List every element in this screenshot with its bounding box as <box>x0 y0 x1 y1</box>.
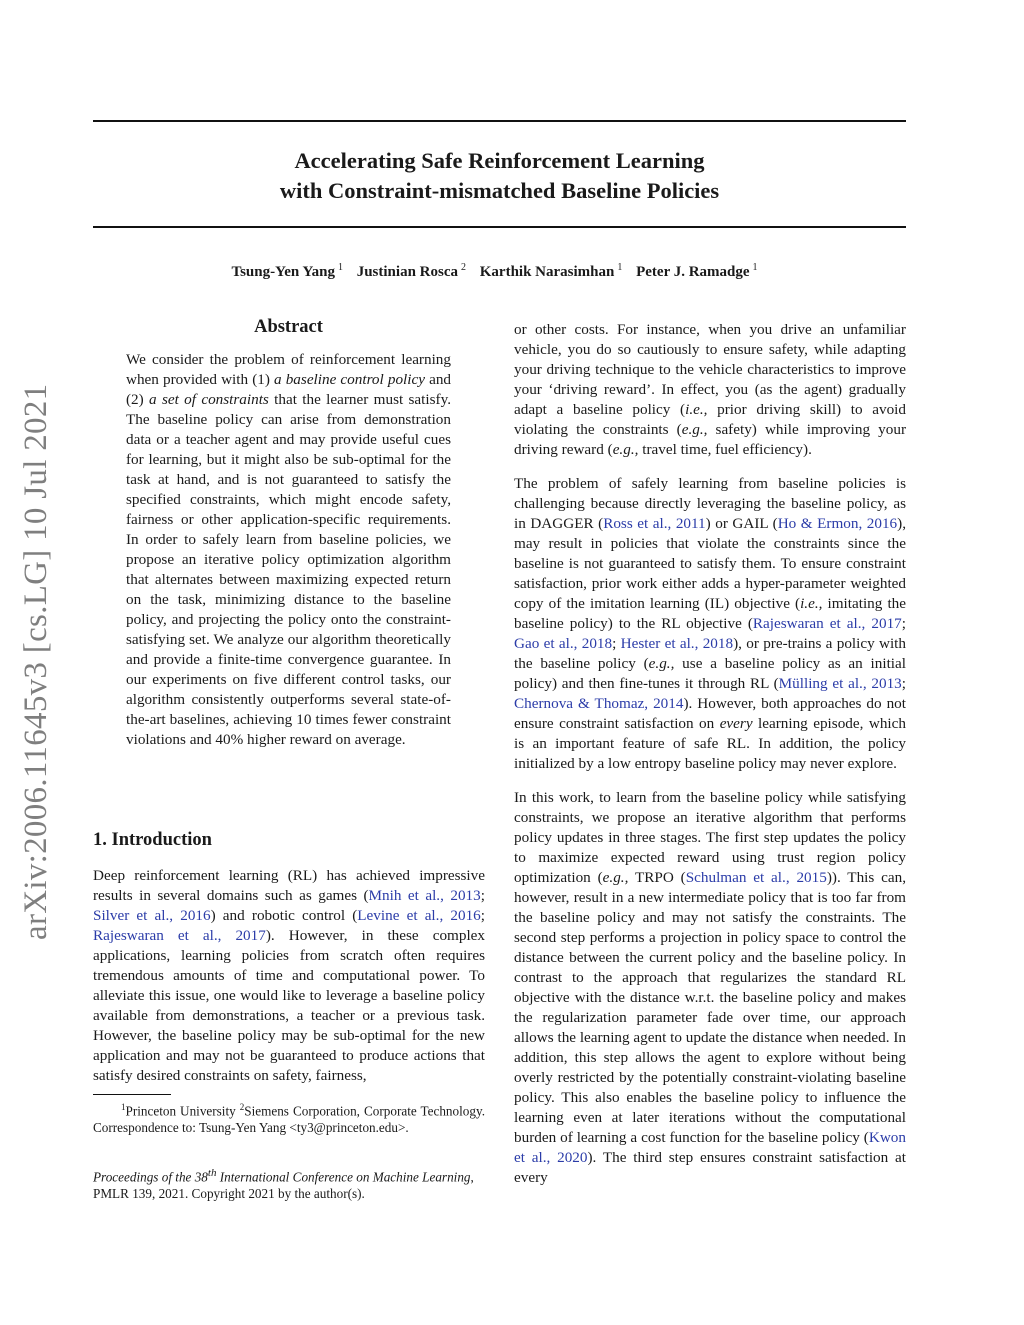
italic-text: a set of constraints <box>149 391 269 408</box>
aff1-mark: 1 <box>121 1102 126 1112</box>
citation-link[interactable]: Schulman et al., 2015 <box>685 869 827 886</box>
text-run: prior driving skill) to avoid violating the constraints ( <box>514 401 906 438</box>
footnote-rule <box>93 1094 171 1095</box>
citation-link[interactable]: Silver et al., 2016 <box>93 907 211 924</box>
author-affiliation-mark: 2 <box>461 262 466 273</box>
title-line-1: Accelerating Safe Reinforcement Learning <box>294 148 705 173</box>
author-name: Tsung-Yen Yang <box>231 264 335 280</box>
author-name: Justinian Rosca <box>356 264 458 280</box>
paper-title <box>93 146 906 206</box>
italic-text: e.g., <box>602 869 629 886</box>
text-run: use a baseline policy as an initial policy) and then fine-tunes it through RL ( <box>514 655 906 692</box>
text-run: ) and robotic control ( <box>210 907 358 924</box>
text-run: ; <box>480 887 485 904</box>
text-run: and (2) <box>126 371 452 408</box>
footnote-affiliations <box>93 1099 485 1136</box>
italic-text: i.e., <box>685 401 708 418</box>
intro-paragraph-3 <box>514 474 906 774</box>
text-run: TRPO ( <box>628 869 686 886</box>
italic-text: e.g., <box>612 441 639 458</box>
proceedings-note <box>93 1165 485 1202</box>
title-bottom-rule <box>93 226 906 228</box>
text-run: that the learner must satisfy. The baseline policy can arise from demonstration data or a teacher agent and may provide useful cues for learning, but it might also be sub-optimal for the task at hand, and is not guaranteed to satisfy the specified constraints, which might encode safety, fairness or other application-specific requirements. In order to safely learn from baseline policies, we propose an iterative policy optimization algorithm that alternates between maximizing expected return on the task, minimizing distance to the baseline policy, and projecting the policy onto the constraint-satisfying set. We analyze our algorithm theoretically and provide a finite-time convergence guarantee. In our experiments on five different control tasks, our algorithm consistently outperforms several state-of-the-art baselines, achieving 10 times fewer constraint violations and 40% higher reward on average. <box>126 391 451 748</box>
aff2-mark: 2 <box>239 1102 245 1112</box>
text-run: ). However, both approaches do not ensure constraint satisfaction on <box>514 695 906 732</box>
author-affiliation-mark: 1 <box>752 262 758 273</box>
citation-link[interactable]: Chernova & Thomaz, 2014 <box>514 695 684 712</box>
italic-text: i.e., <box>800 595 823 612</box>
text-run: or other costs. For instance, when you drive an unfamiliar vehicle, you do so cautiously to ensure safety, while adapting your driving technique to the vehicle characteristics to improve your ‘driving reward’. In effect, you (as the agent) gradually adapt a baseline policy ( <box>514 321 906 418</box>
introduction-right-column <box>514 320 906 1202</box>
abstract-heading: Abstract <box>254 317 323 337</box>
citation-link[interactable]: Rajeswaran et al., 2017 <box>93 927 266 944</box>
abstract-paragraph <box>126 350 451 750</box>
proceedings-part-3: , PMLR 139, 2021. Copyright 2021 by the author(s). <box>93 1169 474 1201</box>
text-run: safety) while improving your driving reward ( <box>514 421 907 458</box>
text-run: ) or GAIL ( <box>705 515 778 532</box>
text-run: We consider the problem of reinforcement learning when provided with (1) <box>126 351 451 388</box>
introduction-heading: 1. Introduction <box>93 830 212 850</box>
text-run: ; <box>480 907 486 924</box>
italic-text: e.g., <box>681 421 708 438</box>
author-affiliation-mark: 1 <box>617 262 623 273</box>
top-rule <box>93 120 906 122</box>
italic-text: every <box>719 715 753 732</box>
author-name: Peter J. Ramadge <box>636 264 750 280</box>
proceedings-sup: th <box>207 1167 217 1179</box>
text-run: Deep reinforcement learning (RL) has achieved impressive results in several domains such as games ( <box>93 867 485 904</box>
intro-paragraph-2 <box>514 320 906 460</box>
text-run: ; <box>612 635 621 652</box>
aff2-text: Siemens Corporation, Corporate Technology. Correspondence to: Tsung-Yen Yang <ty3@princeton.edu>. <box>93 1103 485 1135</box>
text-run: ). The third step ensures constraint satisfaction at every <box>514 1149 907 1186</box>
author-name: Karthik Narasimhan <box>479 264 615 280</box>
intro-paragraph-1 <box>93 866 485 1086</box>
text-run: imitating the baseline policy) to the RL objective ( <box>514 595 906 632</box>
abstract-body <box>126 350 451 750</box>
proceedings-part-1: Proceedings of the 38 <box>93 1169 208 1185</box>
citation-link[interactable]: Kwon et al., 2020 <box>514 1129 906 1166</box>
text-run: ). However, in these complex applications, learning policies from scratch often requires tremendous amounts of time and computational power. To alleviate this issue, one would like to leverage a baseline policy available from demonstrations, a teacher or a previous task. However, the baseline policy may be sub-optimal for the new application and may not be guaranteed to produce actions that satisfy desired constraints on safety, fairness, <box>93 927 485 1084</box>
citation-link[interactable]: Ross et al., 2011 <box>603 515 706 532</box>
text-run: In this work, to learn from the baseline policy while satisfying constraints, we propose an iterative algorithm that performs policy updates in three stages. The first step updates the policy to maximize expected reward using trust region policy optimization ( <box>514 789 906 886</box>
citation-link[interactable]: Gao et al., 2018 <box>514 635 613 652</box>
italic-text: a baseline control policy <box>274 371 425 388</box>
citation-link[interactable]: Hester et al., 2018 <box>620 635 734 652</box>
citation-link[interactable]: Levine et al., 2016 <box>357 907 481 924</box>
text-run: ; <box>901 615 906 632</box>
text-run: learning episode, which is an important feature of safe RL. In addition, the policy initialized by a low entropy baseline policy may never explore. <box>514 715 906 772</box>
italic-text: e.g., <box>648 655 675 672</box>
aff1-text: Princeton University <box>125 1103 240 1119</box>
introduction-left-column <box>93 866 485 1086</box>
arxiv-stamp: arXiv:2006.11645v3 [cs.LG] 10 Jul 2021 <box>18 383 54 940</box>
text-run: ), may result in policies that violate the constraints since the baseline is not guaranteed to satisfy them. To ensure constraint satisfaction, prior work either adds a hyper-parameter weighted copy of the imitation learning (IL) objective ( <box>514 515 906 612</box>
title-line-2: with Constraint-mismatched Baseline Policies <box>279 178 720 203</box>
citation-link[interactable]: Mnih et al., 2013 <box>368 887 481 904</box>
citation-link[interactable]: Rajeswaran et al., 2017 <box>752 615 902 632</box>
text-run: )). This can, however, result in a new intermediate policy that is too far from the baseline policy and may not satisfy the constraints. The second step performs a projection in policy space to control the distance between the current policy and the baseline policy. In contrast to the approach that regularizes the standard RL objective with the distance w.r.t. the baseline policy and makes the regularization parameter fade over time, our approach allows the learning agent to update the distance when needed. In addition, this step allows the agent to explore without being overly restricted by the potentially constraint-violating baseline policy. This also enables the baseline policy to influence the learning even at later iterations without the computational burden of learning a cost function for the baseline policy ( <box>514 869 907 1146</box>
citation-link[interactable]: Mülling et al., 2013 <box>778 675 902 692</box>
text-run: ; <box>901 675 906 692</box>
author-list <box>93 262 906 281</box>
text-run: ), or pre-trains a policy with the baseline policy ( <box>514 635 906 672</box>
author-affiliation-mark: 1 <box>337 262 343 273</box>
proceedings-part-2: International Conference on Machine Learning <box>216 1169 471 1185</box>
citation-link[interactable]: Ho & Ermon, 2016 <box>777 515 898 532</box>
text-run: travel time, fuel efficiency). <box>638 441 812 458</box>
intro-paragraph-4 <box>514 788 906 1188</box>
text-run: The problem of safely learning from baseline policies is challenging because directly leveraging the baseline policy, as in DAGGER ( <box>514 475 906 532</box>
